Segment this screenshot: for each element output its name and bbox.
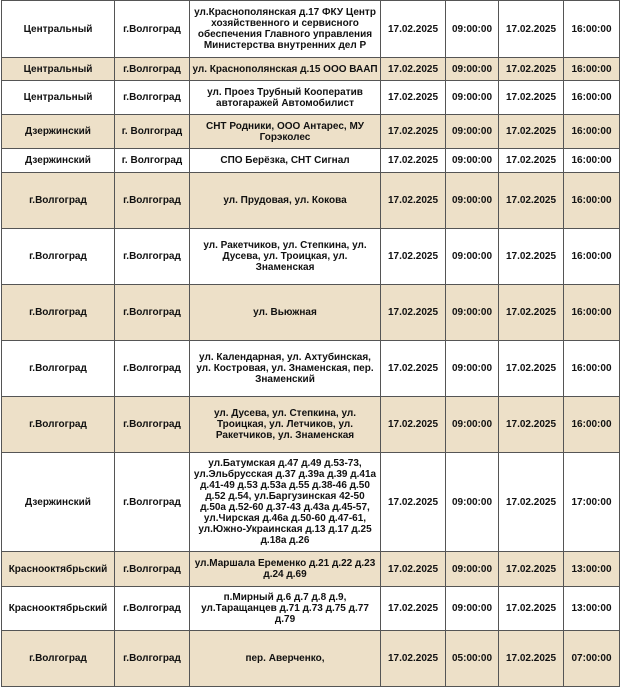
city-cell: г. Волгоград xyxy=(115,149,190,173)
start-date-cell: 17.02.2025 xyxy=(381,58,446,81)
district-cell: Центральный xyxy=(2,1,115,58)
address-cell: ул.Маршала Еременко д.21 д.22 д.23 д.24 д.69 xyxy=(190,552,381,587)
city-cell: г.Волгоград xyxy=(115,397,190,453)
address-cell: СПО Берёзка, СНТ Сигнал xyxy=(190,149,381,173)
end-date-cell: 17.02.2025 xyxy=(499,229,564,285)
end-time-cell: 16:00:00 xyxy=(564,58,620,81)
city-cell: г.Волгоград xyxy=(115,81,190,115)
district-cell: Дзержинский xyxy=(2,115,115,149)
table-row xyxy=(2,397,620,453)
start-time-cell: 09:00:00 xyxy=(446,285,499,341)
table-row xyxy=(2,58,620,81)
address-cell: ул. Календарная, ул. Ахтубинская, ул. Костровая, ул. Знаменская, пер. Знаменский xyxy=(190,341,381,397)
table-row xyxy=(2,115,620,149)
end-date-cell: 17.02.2025 xyxy=(499,1,564,58)
start-time-cell: 09:00:00 xyxy=(446,552,499,587)
district-cell: Краснооктябрьский xyxy=(2,552,115,587)
address-cell: СНТ Родники, ООО Антарес, МУ Горэколес xyxy=(190,115,381,149)
city-cell: г.Волгоград xyxy=(115,587,190,631)
start-date-cell: 17.02.2025 xyxy=(381,229,446,285)
start-date-cell: 17.02.2025 xyxy=(381,149,446,173)
district-cell: Центральный xyxy=(2,81,115,115)
table-row xyxy=(2,631,620,687)
end-time-cell: 16:00:00 xyxy=(564,149,620,173)
start-date-cell: 17.02.2025 xyxy=(381,631,446,687)
start-date-cell: 17.02.2025 xyxy=(381,285,446,341)
start-date-cell: 17.02.2025 xyxy=(381,341,446,397)
start-date-cell: 17.02.2025 xyxy=(381,173,446,229)
table-row xyxy=(2,587,620,631)
end-date-cell: 17.02.2025 xyxy=(499,81,564,115)
start-time-cell: 09:00:00 xyxy=(446,397,499,453)
table-row xyxy=(2,552,620,587)
start-date-cell: 17.02.2025 xyxy=(381,1,446,58)
address-cell: ул. Ракетчиков, ул. Степкина, ул. Дусева, ул. Троицкая, ул. Знаменская xyxy=(190,229,381,285)
start-time-cell: 09:00:00 xyxy=(446,453,499,552)
end-date-cell: 17.02.2025 xyxy=(499,587,564,631)
start-time-cell: 09:00:00 xyxy=(446,115,499,149)
start-date-cell: 17.02.2025 xyxy=(381,587,446,631)
end-date-cell: 17.02.2025 xyxy=(499,115,564,149)
city-cell: г. Волгоград xyxy=(115,115,190,149)
district-cell: Дзержинский xyxy=(2,149,115,173)
start-time-cell: 09:00:00 xyxy=(446,58,499,81)
end-date-cell: 17.02.2025 xyxy=(499,341,564,397)
end-time-cell: 16:00:00 xyxy=(564,173,620,229)
end-time-cell: 16:00:00 xyxy=(564,341,620,397)
start-time-cell: 09:00:00 xyxy=(446,1,499,58)
address-cell: п.Мирный д.6 д.7 д.8 д.9, ул.Таращанцев д.71 д.73 д.75 д.77 д.79 xyxy=(190,587,381,631)
start-date-cell: 17.02.2025 xyxy=(381,81,446,115)
end-date-cell: 17.02.2025 xyxy=(499,631,564,687)
end-time-cell: 16:00:00 xyxy=(564,115,620,149)
table-row xyxy=(2,453,620,552)
outage-schedule-table xyxy=(1,0,620,687)
end-date-cell: 17.02.2025 xyxy=(499,149,564,173)
start-time-cell: 09:00:00 xyxy=(446,341,499,397)
start-date-cell: 17.02.2025 xyxy=(381,453,446,552)
table-row xyxy=(2,81,620,115)
city-cell: г.Волгоград xyxy=(115,58,190,81)
start-time-cell: 05:00:00 xyxy=(446,631,499,687)
end-date-cell: 17.02.2025 xyxy=(499,285,564,341)
end-time-cell: 16:00:00 xyxy=(564,397,620,453)
city-cell: г.Волгоград xyxy=(115,453,190,552)
end-date-cell: 17.02.2025 xyxy=(499,58,564,81)
district-cell: Краснооктябрьский xyxy=(2,587,115,631)
address-cell: пер. Аверченко, xyxy=(190,631,381,687)
address-cell: ул.Краснополянская д.17 ФКУ Центр хозяйственного и сервисного обеспечения Главного управления Министерства внутренних дел Р xyxy=(190,1,381,58)
address-cell: ул. Краснополянская д.15 ООО ВААП xyxy=(190,58,381,81)
end-time-cell: 16:00:00 xyxy=(564,1,620,58)
table-row xyxy=(2,341,620,397)
address-cell: ул. Вьюжная xyxy=(190,285,381,341)
end-time-cell: 13:00:00 xyxy=(564,552,620,587)
end-time-cell: 16:00:00 xyxy=(564,285,620,341)
table-row xyxy=(2,1,620,58)
address-cell: ул. Дусева, ул. Степкина, ул. Троицкая, ул. Летчиков, ул. Ракетчиков, ул. Знаменская xyxy=(190,397,381,453)
start-time-cell: 09:00:00 xyxy=(446,149,499,173)
district-cell: г.Волгоград xyxy=(2,397,115,453)
table-row xyxy=(2,149,620,173)
start-date-cell: 17.02.2025 xyxy=(381,115,446,149)
city-cell: г.Волгоград xyxy=(115,1,190,58)
end-time-cell: 16:00:00 xyxy=(564,229,620,285)
start-time-cell: 09:00:00 xyxy=(446,229,499,285)
district-cell: г.Волгоград xyxy=(2,341,115,397)
table-row xyxy=(2,285,620,341)
start-time-cell: 09:00:00 xyxy=(446,81,499,115)
start-time-cell: 09:00:00 xyxy=(446,587,499,631)
end-date-cell: 17.02.2025 xyxy=(499,552,564,587)
district-cell: г.Волгоград xyxy=(2,285,115,341)
city-cell: г.Волгоград xyxy=(115,631,190,687)
city-cell: г.Волгоград xyxy=(115,552,190,587)
end-date-cell: 17.02.2025 xyxy=(499,397,564,453)
end-time-cell: 07:00:00 xyxy=(564,631,620,687)
city-cell: г.Волгоград xyxy=(115,173,190,229)
table-row xyxy=(2,229,620,285)
start-time-cell: 09:00:00 xyxy=(446,173,499,229)
city-cell: г.Волгоград xyxy=(115,229,190,285)
address-cell: ул. Прудовая, ул. Кокова xyxy=(190,173,381,229)
address-cell: ул.Батумская д.47 д.49 д.53-73, ул.Эльбрусская д.37 д.39а д.39 д.41а д.41-49 д.53 д.53а д.55 д.38-46 д.50 д.52 д.54, ул.Баргузинская 42-50 д.50а д.52-60 д.37-43 д.43а д.45-57, ул.Чирская д.46а д.50-60 д.47-61, ул.Южно-Украинская д.13 д.17 д.25 д.18а д.26 xyxy=(190,453,381,552)
end-time-cell: 16:00:00 xyxy=(564,81,620,115)
city-cell: г.Волгоград xyxy=(115,341,190,397)
district-cell: г.Волгоград xyxy=(2,229,115,285)
end-time-cell: 17:00:00 xyxy=(564,453,620,552)
end-date-cell: 17.02.2025 xyxy=(499,173,564,229)
district-cell: Центральный xyxy=(2,58,115,81)
address-cell: ул. Проез Трубный Кооператив автогаражей Автомобилист xyxy=(190,81,381,115)
end-date-cell: 17.02.2025 xyxy=(499,453,564,552)
end-time-cell: 13:00:00 xyxy=(564,587,620,631)
city-cell: г.Волгоград xyxy=(115,285,190,341)
district-cell: г.Волгоград xyxy=(2,631,115,687)
table-row xyxy=(2,173,620,229)
start-date-cell: 17.02.2025 xyxy=(381,397,446,453)
start-date-cell: 17.02.2025 xyxy=(381,552,446,587)
district-cell: г.Волгоград xyxy=(2,173,115,229)
district-cell: Дзержинский xyxy=(2,453,115,552)
